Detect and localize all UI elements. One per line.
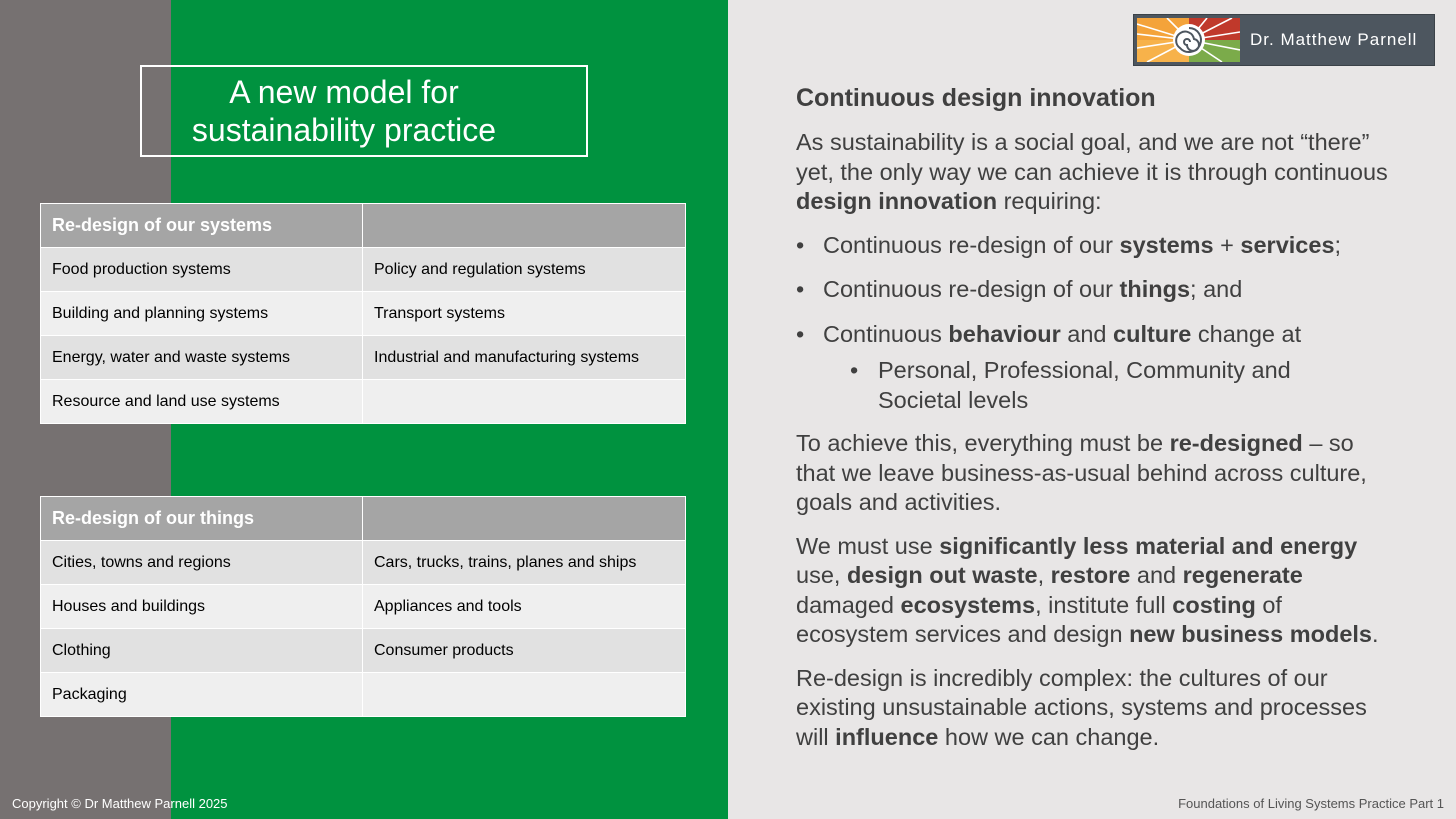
table-header-cell: Re-design of our systems xyxy=(41,204,363,248)
table-header-cell-empty xyxy=(363,204,686,248)
table-cell: Resource and land use systems xyxy=(41,380,363,424)
table-cell: Building and planning systems xyxy=(41,292,363,336)
systems-table xyxy=(40,203,686,424)
copyright-text: Copyright © Dr Matthew Parnell 2025 xyxy=(12,796,228,811)
table-cell: Packaging xyxy=(41,673,363,717)
table-header-row xyxy=(41,204,686,248)
table-row xyxy=(41,673,686,717)
sub-list-item: • Personal, Professional, Community and Societal levels xyxy=(796,356,1336,415)
table-row xyxy=(41,336,686,380)
slide-title-line-1: A new model for xyxy=(229,74,459,110)
table-header-cell: Re-design of our things xyxy=(41,497,363,541)
content-heading: Continuous design innovation xyxy=(796,84,1156,112)
slide-title-box xyxy=(140,65,588,157)
table-cell: Appliances and tools xyxy=(363,585,686,629)
table-cell: Industrial and manufacturing systems xyxy=(363,336,686,380)
series-title: Foundations of Living Systems Practice Part 1 xyxy=(1178,796,1444,811)
table-cell: Transport systems xyxy=(363,292,686,336)
table-row xyxy=(41,380,686,424)
list-item: • Continuous behaviour and culture change at xyxy=(796,320,1396,350)
table-cell xyxy=(363,380,686,424)
table-cell: Food production systems xyxy=(41,248,363,292)
table-cell: Policy and regulation systems xyxy=(363,248,686,292)
table-cell: Consumer products xyxy=(363,629,686,673)
things-table xyxy=(40,496,686,717)
table-cell xyxy=(363,673,686,717)
author-logo xyxy=(1133,14,1435,66)
paragraph-actions: We must use significantly less material and energy use, design out waste, restore and regenerate damaged ecosystems, institute full costing of ecosystem services and design new business models. xyxy=(796,532,1379,647)
table-cell: Cars, trucks, trains, planes and ships xyxy=(363,541,686,585)
bullet-list xyxy=(796,231,1396,416)
table-row xyxy=(41,292,686,336)
paragraph-redesign: To achieve this, everything must be re-designed – so that we leave business-as-usual behind across culture, goals and activities. xyxy=(796,430,1367,515)
table-row xyxy=(41,585,686,629)
slide-title-line-2: sustainability practice xyxy=(191,112,497,148)
logo-text: Dr. Matthew Parnell xyxy=(1250,30,1418,49)
paragraph-intro: As sustainability is a social goal, and we are not “there” yet, the only way we can achieve it is through continuous design innovation requiring: xyxy=(796,129,1388,214)
list-item: • Continuous re-design of our things; and xyxy=(796,275,1396,305)
list-item: • Continuous re-design of our systems + services; xyxy=(796,231,1396,261)
table-row xyxy=(41,248,686,292)
table-header-row xyxy=(41,497,686,541)
table-header-cell-empty xyxy=(363,497,686,541)
table-row xyxy=(41,541,686,585)
table-cell: Energy, water and waste systems xyxy=(41,336,363,380)
table-cell: Cities, towns and regions xyxy=(41,541,363,585)
table-cell: Houses and buildings xyxy=(41,585,363,629)
table-row xyxy=(41,629,686,673)
spiral-logo-icon xyxy=(1137,18,1240,62)
paragraph-complexity: Re-design is incredibly complex: the cultures of our existing unsustainable actions, systems and processes will influence how we can change. xyxy=(796,664,1367,750)
table-cell: Clothing xyxy=(41,629,363,673)
content-body xyxy=(796,82,1396,766)
